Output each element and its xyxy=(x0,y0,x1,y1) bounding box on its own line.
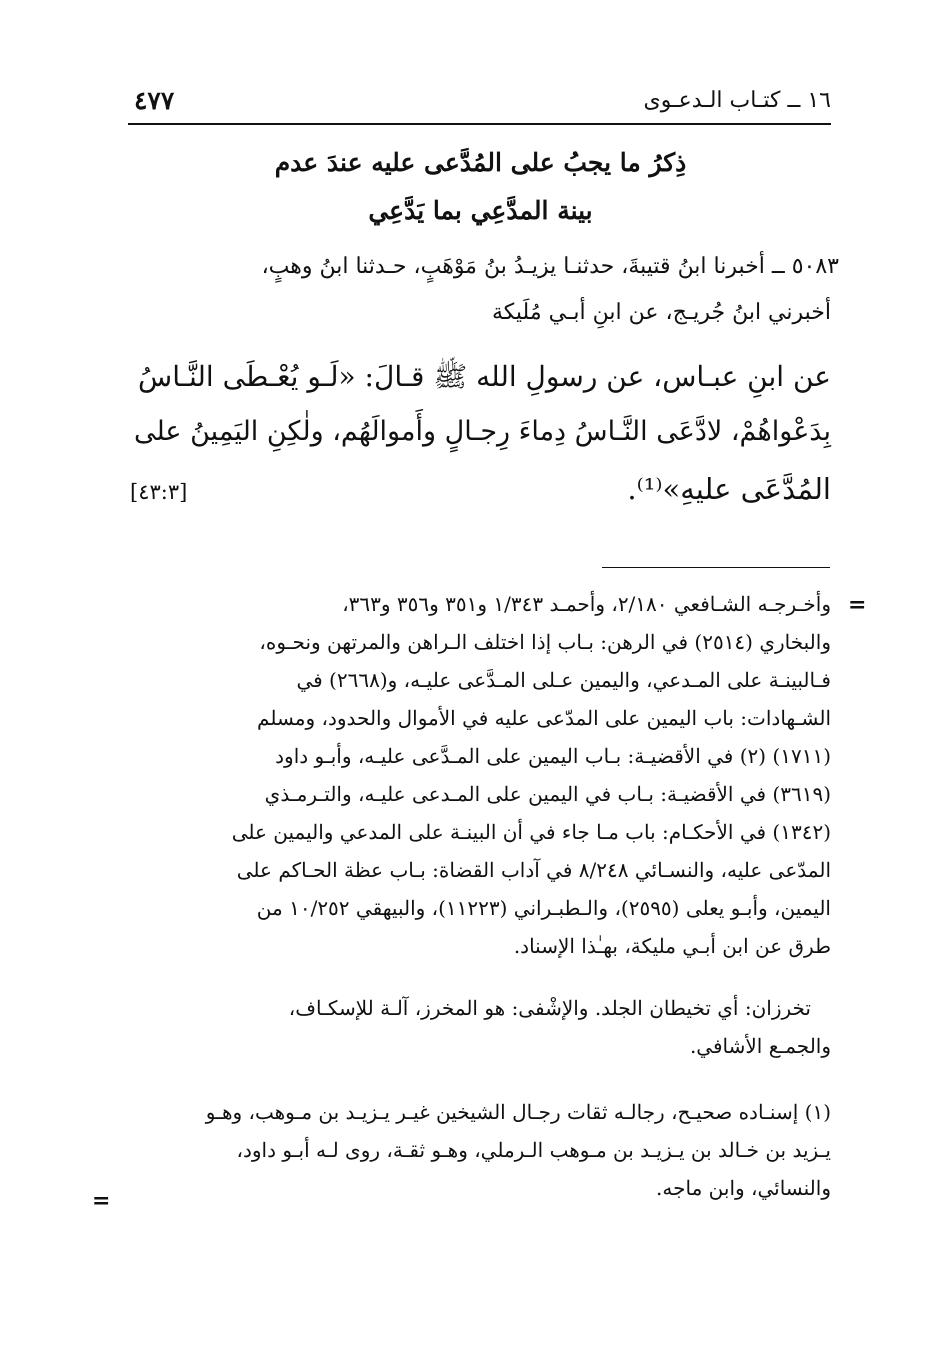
matn-line-3: المُدَّعَى عليهِ»⁽¹⁾. xyxy=(627,472,831,506)
takhrij-line-5: (١٧١١) (٢) في الأقضيـة: بـاب اليمين على المـدَّعى عليـه، وأبـو داود xyxy=(275,744,831,768)
chapter-title-line-2: بينة المدَّعِي بما يَدَّعِي xyxy=(368,196,593,225)
takhrij-line-6: (٣٦١٩) في الأقضيـة: بـاب في اليمين على المـدعى عليـه، والتـرمـذي xyxy=(264,782,831,806)
running-title: ١٦ ــ كتـاب الـدعـوى xyxy=(643,88,831,113)
gloss-line-2: والجمـع الأشافي. xyxy=(689,1034,831,1058)
footnote-1-line-3: والنسائي، وابن ماجه. xyxy=(656,1176,831,1200)
takhrij-line-2: والبخاري (٢٥١٤) في الرهن: بـاب إذا اختلف الـراهن والمرتهن ونحـوه، xyxy=(259,630,831,654)
continuation-mark-top: = xyxy=(848,592,867,618)
page-number: ٤٧٧ xyxy=(134,86,175,115)
gloss-line-1: تخرزان: أي تخيطان الجلد. والإشْفى: هو المخرز، آلـة للإسكـاف، xyxy=(288,996,811,1020)
hadith-reference: [٤٣:٣] xyxy=(130,480,188,504)
matn-line-1: عن ابنِ عبـاس، عن رسولِ الله ﷺ قـالَ: «لَـو يُعْـطَى النَّـاسُ xyxy=(138,360,831,393)
matn-line-2: بِدَعْواهُمْ، لادَّعَى النَّـاسُ دِماءَ رِجـالٍ وأَموالَهُم، ولٰكِنِ اليَمِينُ على xyxy=(133,416,831,447)
isnad-line-2: أخبرني ابنُ جُريـج، عن ابنِ أبـي مُلَيكة xyxy=(491,300,831,325)
takhrij-line-10: طرق عن ابن أبـي مليكة، بهـٰذا الإسناد. xyxy=(513,934,831,958)
takhrij-line-8: المدّعى عليه، والنسـائي ٨/٢٤٨ في آداب القضاة: بـاب عظة الحـاكم على xyxy=(236,858,831,882)
takhrij-line-7: (١٣٤٢) في الأحكـام: باب مـا جاء في أن البينـة على المدعي واليمين على xyxy=(231,820,831,844)
takhrij-line-1: وأخـرجـه الشـافعي ٢/١٨٠، وأحمـد ١/٣٤٣ و٣٥١ و٣٥٦ و٣٦٣، xyxy=(342,592,831,616)
page-header xyxy=(128,86,831,118)
chapter-title-line-1: ذِكرُ ما يجبُ على المُدَّعى عليه عندَ عدم xyxy=(274,148,687,177)
isnad-line-1: ٥٠٨٣ ــ أخبرنا ابنُ قتيبةَ، حدثنـا يزيـدُ بنُ مَوْهَبٍ، حـدثنا ابنُ وهبٍ، xyxy=(261,254,839,279)
takhrij-line-3: فـالبينـة على المـدعي، واليمين عـلى المـدَّعى عليـه، و(٢٦٦٨) في xyxy=(296,668,831,692)
continuation-mark-bottom: = xyxy=(92,1188,111,1214)
footnote-rule xyxy=(602,567,830,568)
header-rule xyxy=(128,123,831,125)
footnote-1-line-1: (١) إسنـاده صحيـح، رجالـه ثقات رجـال الشيخين غيـر يـزيـد بن مـوهب، وهـو xyxy=(205,1100,831,1124)
takhrij-line-9: اليمين، وأبـو يعلى (٢٥٩٥)، والـطبـراني (١١٢٢٣)، والبيهقي ١٠/٢٥٢ من xyxy=(256,896,831,920)
footnote-1-line-2: يـزيد بن خـالد بن يـزيـد بن مـوهب الـرملي، وهـو ثقـة، روى لـه أبـو داود، xyxy=(236,1138,831,1162)
takhrij-line-4: الشـهادات: باب اليمين على المدّعى عليه في الأموال والحدود، ومسلم xyxy=(257,706,831,730)
